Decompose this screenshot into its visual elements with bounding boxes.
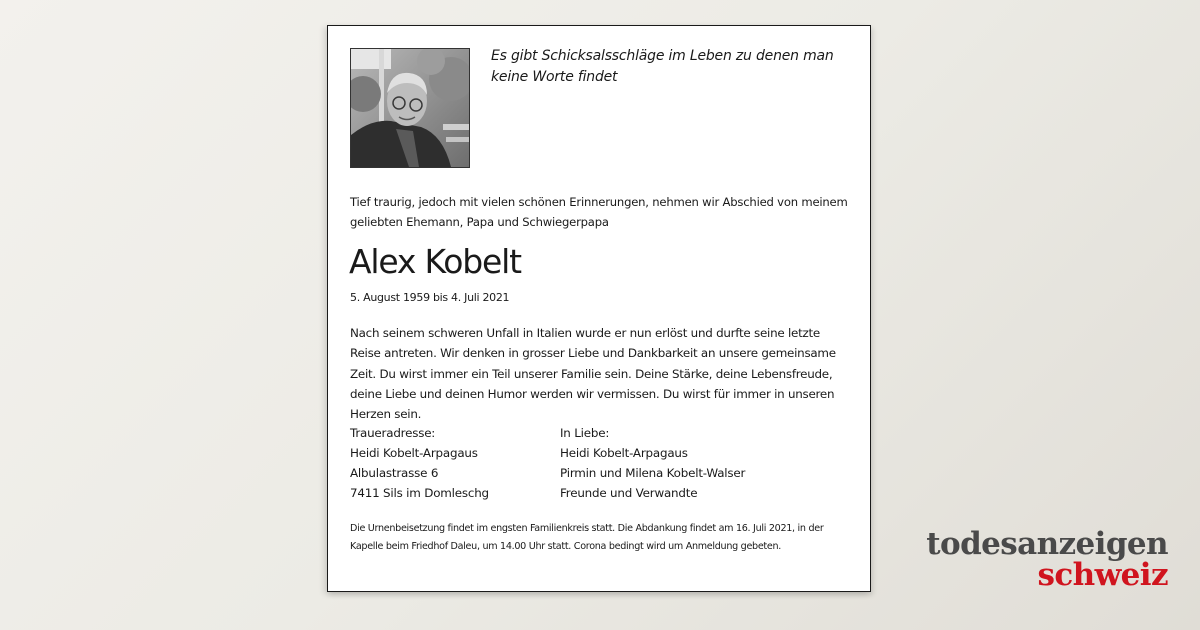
- mourner-line: Freunde und Verwandte: [560, 486, 698, 500]
- address-line: Albulastrasse 6: [350, 466, 439, 480]
- intro-text: Tief traurig, jedoch mit vielen schönen Erinnerungen, nehmen wir Abschied von meinem geliebten Ehemann, Papa und Schwiegerpapa: [350, 195, 848, 229]
- mourners-list: [560, 423, 860, 503]
- address-line: Heidi Kobelt-Arpagaus: [350, 446, 478, 460]
- brand-logo-line2: schweiz: [1037, 557, 1168, 593]
- address-line: 7411 Sils im Domleschg: [350, 486, 489, 500]
- motto-quote: Es gibt Schicksalsschläge im Leben zu denen man keine Worte findet: [491, 48, 834, 85]
- ceremony-info: Die Urnenbeisetzung findet im engsten Familienkreis statt. Die Abdankung findet am 16. Juli 2021, in der Kapelle beim Friedhof Daleu, um 14.00 Uhr statt. Corona bedingt wird um Anmeldung gebeten.: [350, 523, 824, 552]
- deceased-name: Alex Kobelt: [349, 242, 521, 281]
- obituary-card: [327, 25, 871, 592]
- life-dates: 5. August 1959 bis 4. Juli 2021: [350, 291, 510, 304]
- portrait-photo: [350, 48, 470, 168]
- mourner-line: Pirmin und Milena Kobelt-Walser: [560, 466, 746, 480]
- mourners-label: In Liebe:: [560, 426, 610, 440]
- mourner-line: Heidi Kobelt-Arpagaus: [560, 446, 688, 460]
- mourning-address: [350, 423, 550, 503]
- address-label: Traueradresse:: [350, 426, 436, 440]
- brand-logo[interactable]: [926, 528, 1168, 592]
- brand-logo-line1: todesanzeigen: [926, 526, 1168, 562]
- portrait-image: [351, 49, 469, 167]
- obituary-body: Nach seinem schweren Unfall in Italien wurde er nun erlöst und durfte seine letzte Reise antreten. Wir denken in grosser Liebe und Dankbarkeit an unsere gemeinsame Zeit. Du wirst immer ein Teil unserer Familie sein. Deine Stärke, deine Lebensfreude, deine Liebe und deinen Humor werden wir vermissen. Du wirst für immer in unseren Herzen sein.: [350, 326, 836, 422]
